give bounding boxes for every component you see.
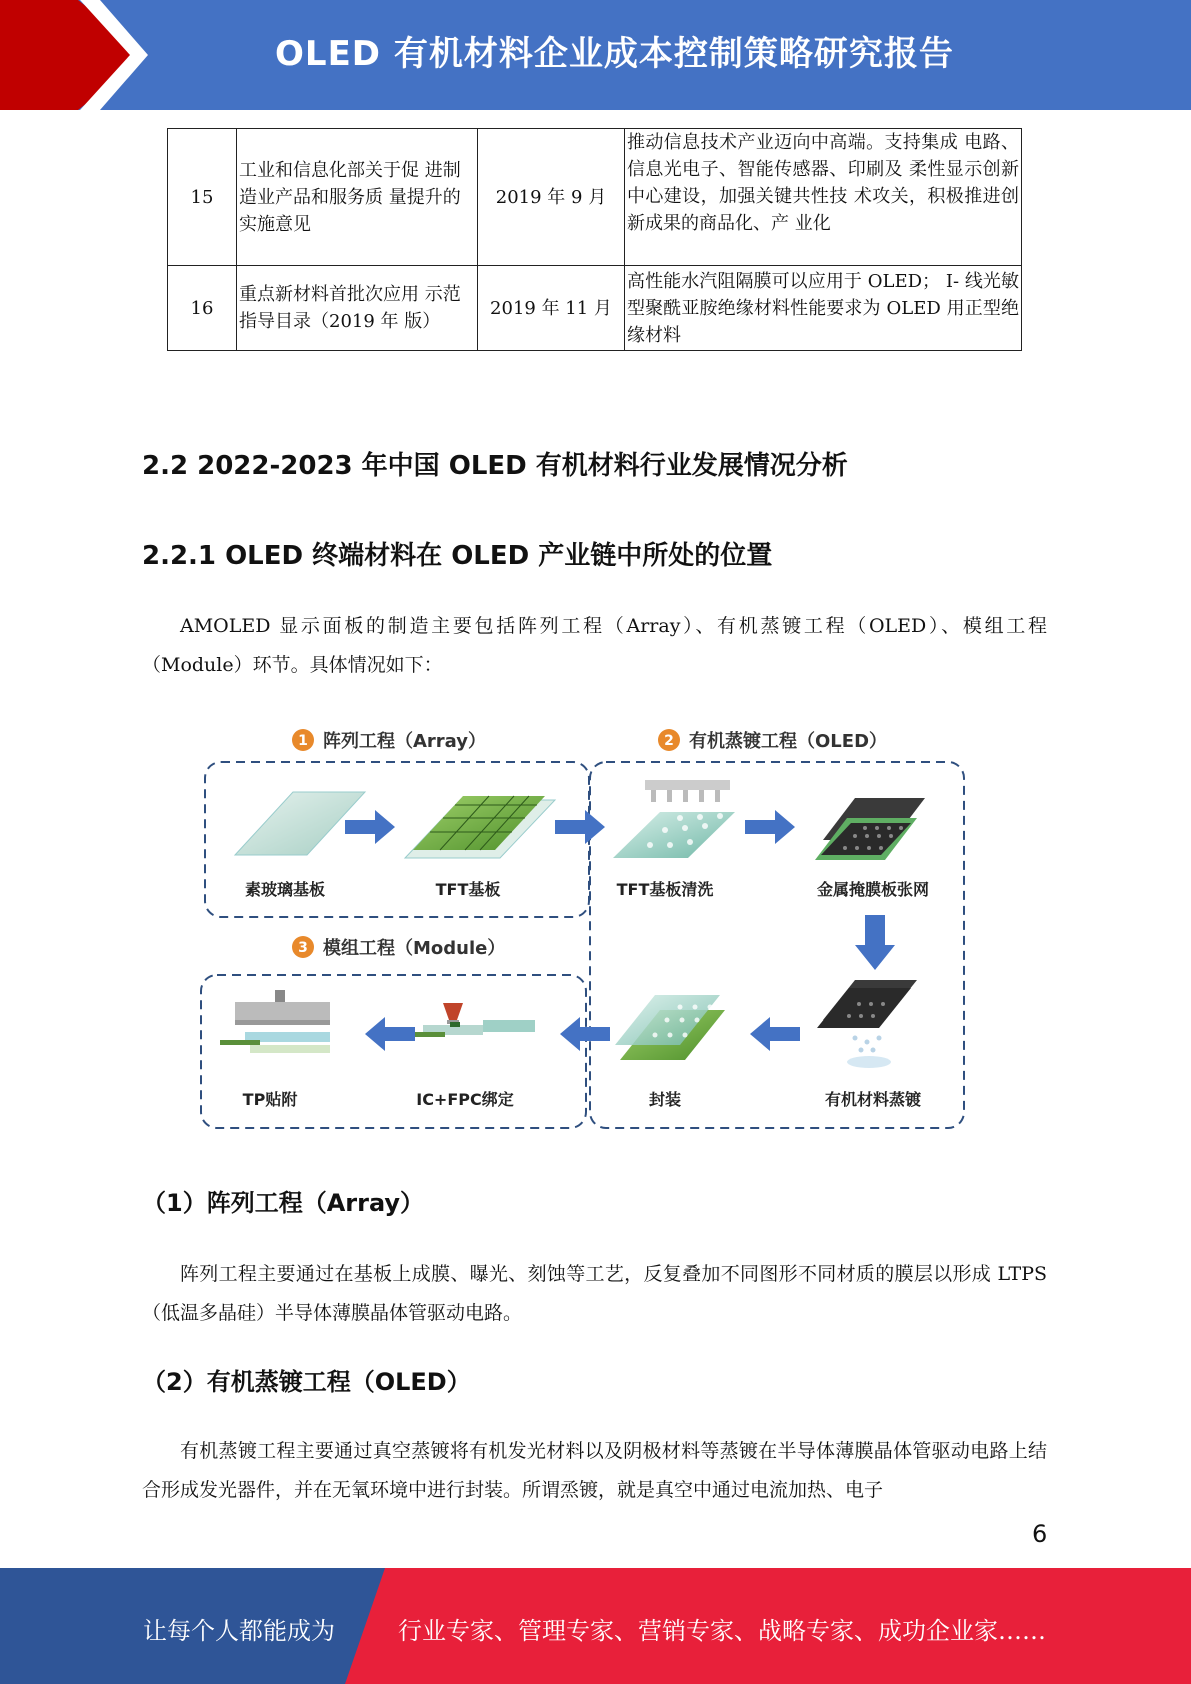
stage3-number: 3 <box>298 940 308 956</box>
stage3-title: 模组工程（Module） <box>323 938 506 959</box>
page-number: 6 <box>1032 1520 1048 1548</box>
header-banner <box>0 0 1191 110</box>
step-label: 封装 <box>648 1090 682 1109</box>
intro-paragraph: AMOLED 显示面板的制造主要包括阵列工程（Array）、有机蒸镀工程（OLED）、模组工程（Module）环节。具体情况如下： <box>142 615 1047 676</box>
arrow-left-icon <box>750 1017 800 1051</box>
policy-table <box>167 128 1022 351</box>
table-row <box>168 129 1022 266</box>
arrow-right-icon <box>555 810 605 844</box>
encapsulation-illustration <box>615 995 725 1060</box>
stage3-label <box>292 936 505 959</box>
step-label: TFT基板 <box>435 880 501 899</box>
table-cell-date: 2019 年 11 月 <box>478 266 625 351</box>
amoled-process-diagram <box>195 720 975 1140</box>
metal-mask-illustration <box>815 798 925 860</box>
step-label: 有机材料蒸镀 <box>824 1090 922 1109</box>
organic-evaporation-illustration <box>817 980 917 1068</box>
array-paragraph: 阵列工程主要通过在基板上成膜、曝光、刻蚀等工艺，反复叠加不同图形不同材质的膜层以形成 LTPS（低温多晶硅）半导体薄膜晶体管驱动电路。 <box>142 1263 1047 1324</box>
stage1-title: 阵列工程（Array） <box>323 731 487 752</box>
table-cell-name: 重点新材料首批次应用 示范指导目录（2019 年 版） <box>237 266 478 351</box>
table-row <box>168 266 1022 351</box>
tft-cleaning-illustration <box>613 780 735 858</box>
stage1-number: 1 <box>298 733 308 749</box>
step-label: TP贴附 <box>242 1090 298 1109</box>
footer-slogan-left: 让每个人都能成为 <box>143 1617 335 1645</box>
step-label: TFT基板清洗 <box>616 880 714 899</box>
table-cell-content: 推动信息技术产业迈向中高端。支持集成 电路、信息光电子、智能传感器、印刷及 柔性显示创新中心建设，加强关键共性技 术攻关，积极推进创新成果的商品化、产 业化 <box>625 129 1022 266</box>
arrow-right-icon <box>345 810 395 844</box>
report-title: OLED 有机材料企业成本控制策略研究报告 <box>275 34 954 74</box>
ic-fpc-bonding-illustration <box>395 1003 535 1037</box>
stage1-label <box>292 729 486 752</box>
step-label: IC+FPC绑定 <box>416 1090 514 1109</box>
stage2-title: 有机蒸镀工程（OLED） <box>689 731 888 752</box>
footer-banner <box>0 1568 1191 1684</box>
tp-attach-illustration <box>220 990 330 1053</box>
step-label: 金属掩膜板张网 <box>816 880 930 899</box>
arrow-right-icon <box>745 810 795 844</box>
tft-substrate-illustration <box>405 796 555 858</box>
table-cell-no: 15 <box>168 129 237 266</box>
stage2-label <box>658 729 887 752</box>
section-heading-array: （1）阵列工程（Array） <box>142 1189 425 1217</box>
arrow-down-icon <box>855 915 895 970</box>
oled-paragraph: 有机蒸镀工程主要通过真空蒸镀将有机发光材料以及阴极材料等蒸镀在半导体薄膜晶体管驱动电路上结合形成发光器件，并在无氧环境中进行封装。所谓烝镀，就是真空中通过电流加热、电子 <box>142 1440 1047 1501</box>
table-cell-content: 高性能水汽阻隔膜可以应用于 OLED； I- 线光敏型聚酰亚胺绝缘材料性能要求为 OLED 用正型绝缘材料 <box>625 266 1022 351</box>
table-cell-name: 工业和信息化部关于促 进制造业产品和服务质 量提升的实施意见 <box>237 129 478 266</box>
table-cell-date: 2019 年 9 月 <box>478 129 625 266</box>
section-heading-2-2: 2.2 2022-2023 年中国 OLED 有机材料行业发展情况分析 <box>142 451 848 481</box>
arrow-left-icon <box>365 1017 415 1051</box>
stage2-number: 2 <box>664 733 674 749</box>
section-heading-2-2-1: 2.2.1 OLED 终端材料在 OLED 产业链中所处的位置 <box>142 541 773 571</box>
step-label: 素玻璃基板 <box>244 880 326 899</box>
table-cell-no: 16 <box>168 266 237 351</box>
footer-slogan-right: 行业专家、管理专家、营销专家、战略专家、成功企业家…… <box>398 1617 1046 1645</box>
section-heading-oled: （2）有机蒸镀工程（OLED） <box>142 1368 471 1396</box>
